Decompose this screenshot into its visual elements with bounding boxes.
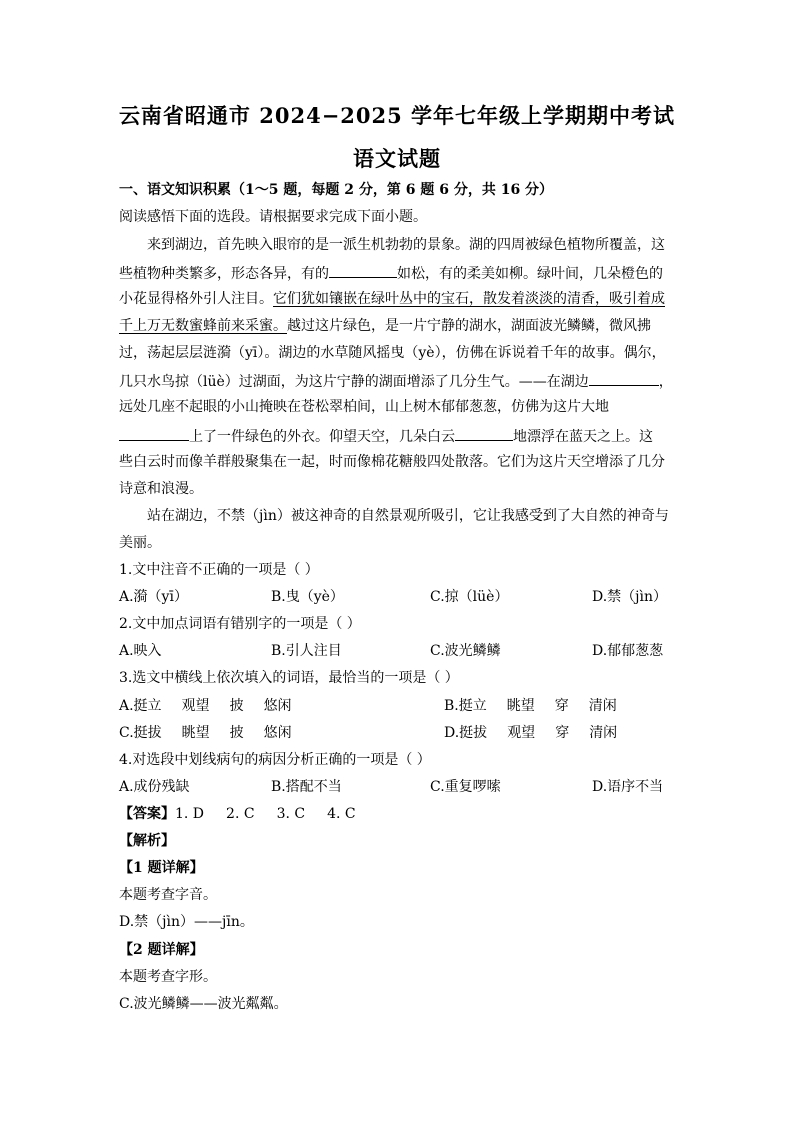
option-word: B.挺立 [444,698,487,714]
passage-line-1 [119,235,666,255]
option-word: C.挺拔 [119,725,162,741]
option-word: 悠闲 [263,725,292,741]
question-2-option-d: D.郁郁葱葱 [592,643,664,659]
question-1-option-a: A.漪（yī） [119,589,188,605]
question-1-option-b: B.曳（yè） [271,589,344,605]
fill-blank-4 [455,425,513,441]
exam-title: 云南省昭通市 2024−2025 学年七年级上学期期中考试 [118,103,676,128]
passage-line-2 [119,262,663,284]
passage-text: 上了一件绿色的外衣。仰望天空，几朵白云 [189,429,455,445]
question-4-option-c: C.重复啰嗦 [430,779,501,795]
analysis-q1-text-2: D.禁（jìn）——jīn。 [119,914,254,930]
question-4-option-b: B.搭配不当 [271,779,342,795]
question-3-stem: 3.选文中横线上依次填入的词语，最恰当的一项是（ ） [119,670,459,686]
underlined-sentence: 千上万无数蜜蜂前来采蜜。 [119,318,287,334]
passage-text: 小花显得格外引人注目。 [119,291,273,307]
passage-line-11: 站在湖边，不禁（jìn）被这神奇的自然景观所吸引，它让我感受到了大自然的神奇与 [147,508,669,524]
question-2-option-a: A.映入 [119,643,162,659]
option-word: 眺望 [181,725,210,741]
analysis-q1-label: 【1 题详解】 [119,860,204,876]
instruction: 阅读感悟下面的选段。请根据要求完成下面小题。 [119,209,427,225]
passage-text: 来到湖边，首先映入眼帘的是一派生机勃勃的景象。湖的四周被绿色植物所覆盖，这 [147,237,665,253]
option-word: 悠闲 [263,698,292,714]
option-word: 观望 [181,698,210,714]
passage-text: 如松，有的柔美如柳。绿叶间，几朵橙色的 [397,266,663,282]
analysis-q2-label: 【2 题详解】 [119,942,204,958]
question-1-option-d: D.禁（jìn） [592,589,668,605]
passage-line-10: 诗意和浪漫。 [119,481,203,497]
passage-text: 越过这片绿色，是一片宁静的湖水，湖面波光鳞鳞，微风拂 [287,318,651,334]
question-1-stem: 1.文中注音不正确的一项是（ ） [119,562,319,578]
question-3-option-c [119,723,292,743]
analysis-q1-text-1: 本题考查字音。 [119,887,217,903]
passage-text: ， [658,374,673,390]
question-2-stem: 2.文中加点词语有错别字的一项是（ ） [119,616,361,632]
analysis-label: 【解析】 [119,833,175,849]
answer-item: 3. C [276,806,306,822]
option-word: 披 [229,698,244,714]
passage-text: 几只水鸟掠（lüè）过湖面，为这片宁静的湖面增添了几分生气。——在湖边 [119,374,589,390]
option-word: A.挺立 [119,698,162,714]
question-3-option-b [444,696,617,716]
answer-item: 2. C [226,806,255,822]
answer-label: 【答案】 [119,806,175,822]
section-heading: 一、语文知识积累（1～5 题，每题 2 分，第 6 题 6 分，共 16 分） [119,182,554,198]
answer-line [119,804,356,824]
fill-blank-1 [329,262,397,278]
passage-line-5: 过，荡起层层涟漪（yī）。湖边的水草随风摇曳（yè），仿佛在诉说着千年的故事。偶尔， [119,345,666,361]
option-word: 披 [229,725,244,741]
option-word: D.挺拔 [444,725,488,741]
analysis-q2-text-1: 本题考查字形。 [119,969,217,985]
option-word: 清闲 [589,725,618,741]
passage-text: 些植物种类繁多，形态各异，有的 [119,266,329,282]
passage-line-3 [119,289,665,309]
passage-line-8 [119,425,653,447]
question-4-option-a: A.成份残缺 [119,779,190,795]
question-2-option-c: C.波光鳞鳞 [430,643,501,659]
question-2-option-b: B.引人注目 [271,643,342,659]
question-4-option-d: D.语序不当 [592,779,664,795]
passage-line-6 [119,370,673,392]
fill-blank-3 [119,425,189,441]
passage-text: 地漂浮在蓝天之上。这 [513,429,653,445]
option-word: 观望 [507,725,536,741]
underlined-sentence: 它们犹如镶嵌在绿叶丛中的宝石，散发着淡淡的清香，吸引着成 [273,291,665,307]
option-word: 眺望 [506,698,535,714]
exam-subtitle: 语文试题 [353,146,441,171]
option-word: 清闲 [588,698,617,714]
question-4-stem: 4.对选段中划线病句的病因分析正确的一项是（ ） [119,752,431,768]
passage-line-12: 美丽。 [119,535,161,551]
passage-line-7: 远处几座不起眼的小山掩映在苍松翠柏间，山上树木郁郁葱葱，仿佛为这片大地 [119,399,609,415]
answer-item: 1. D [175,806,205,822]
answer-item: 4. C [327,806,356,822]
analysis-q2-text-2: C.波光鳞鳞——波光粼粼。 [119,996,288,1012]
option-word: 穿 [554,698,569,714]
question-3-option-a [119,696,292,716]
option-word: 穿 [555,725,570,741]
passage-line-9: 些白云时而像羊群般聚集在一起，时而像棉花糖般四处散落。它们为这片天空增添了几分 [119,454,665,470]
passage-line-4 [119,316,651,336]
question-3-option-d [444,723,617,743]
question-1-option-c: C.掠（lüè） [430,589,509,605]
fill-blank-2 [589,370,659,386]
